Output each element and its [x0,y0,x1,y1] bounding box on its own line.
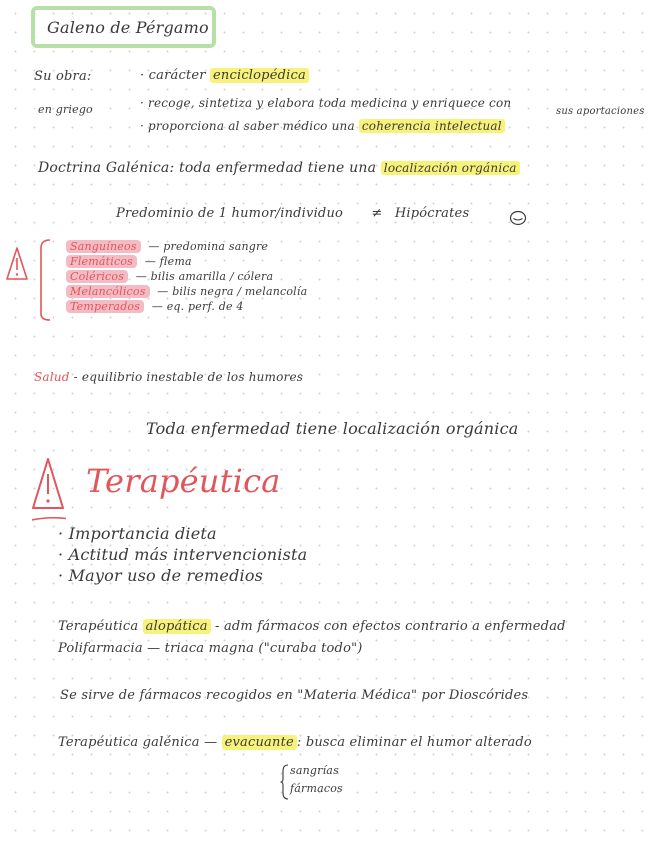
humor-item [66,239,307,254]
humor-name: Coléricos [66,270,128,283]
predominio-text: Predominio de 1 humor/individuo [116,206,344,221]
galenica-sub-item: sangrías [290,764,339,777]
humor-desc: — flema [144,255,192,268]
alopatica-highlight: alopática [143,619,211,634]
obra-label: Su obra: [34,69,92,84]
doctrina-text: Doctrina Galénica: toda enfermedad tiene una [38,160,381,176]
obra-bullet-1 [140,68,309,83]
predominio-line [116,206,469,221]
alopatica-line [58,619,566,634]
obra-bullet-2 [140,96,511,110]
obra-bullet-2-text: · recoge, sintetiza y elabora toda medicina y enriquece con [140,96,511,110]
terapeutica-bullet: · Importancia dieta [58,523,307,544]
materia-line: Se sirve de fármacos recogidos en "Materia Médica" por Dioscórides [60,688,529,703]
obra-bullet-1-text: · carácter [140,68,210,83]
obra-label-greek: en griego [38,103,93,116]
terapeutica-heading: Terapéutica [86,462,281,500]
terapeutica-bullets [58,523,307,586]
humor-desc: — eq. perf. de 4 [151,300,244,313]
predominio-neq: ≠ [371,206,383,221]
obra-bullet-2-sup: sus aportaciones [556,106,645,117]
terapeutica-bullet: · Actitud más intervencionista [58,544,307,565]
humor-item [66,269,307,284]
predominio-ref: Hipócrates [394,206,470,221]
humor-name: Flemáticos [66,255,137,268]
humor-item [66,284,307,299]
smiley-icon [509,209,527,231]
alopatica-rest: - adm fármacos con efectos contrario a enfermedad [210,619,566,634]
terapeutica-bullet: · Mayor uso de remedios [58,565,307,586]
warning-icon [30,456,66,524]
galenica-sub-bracket [280,763,290,805]
humor-name: Melancólicos [66,285,150,298]
doctrina-highlight: localización orgánica [381,161,520,175]
humor-item [66,254,307,269]
galenica-lead: Terapéutica galénica — [58,735,222,750]
obra-bullet-3 [140,119,505,133]
enfermedad-statement: Toda enfermedad tiene localización orgánica [146,419,519,438]
salud-text: - equilibrio inestable de los humores [69,370,304,384]
obra-bullet-1-highlight: enciclopédica [210,68,309,83]
page-title-text: Galeno de Pérgamo [47,17,209,37]
galenica-highlight: evacuante [222,735,297,750]
salud-line [34,370,303,384]
humor-item [66,299,307,314]
doctrina-line [38,160,520,176]
humor-name: Temperados [66,300,144,313]
humor-desc: — bilis negra / melancolía [157,285,308,298]
polifarmacia-line: Polifarmacia — triaca magna ("curaba todo") [58,641,363,656]
galenica-sub-item: fármacos [290,782,343,795]
humores-list [66,239,307,314]
humor-desc: — bilis amarilla / cólera [135,270,274,283]
obra-bullet-3-highlight: coherencia intelectual [359,119,505,133]
page-title [31,6,216,48]
humor-desc: — predomina sangre [148,240,269,253]
obra-bullet-3-text: · proporciona al saber médico una [140,119,359,133]
galenica-line [58,735,532,750]
galenica-sub-list [290,762,343,798]
humores-bracket [35,238,53,326]
salud-label: Salud [34,370,70,384]
warning-icon [5,246,29,282]
alopatica-lead: Terapéutica [58,619,143,634]
humor-name: Sanguíneos [66,240,141,253]
galenica-rest: : busca eliminar el humor alterado [296,735,532,750]
